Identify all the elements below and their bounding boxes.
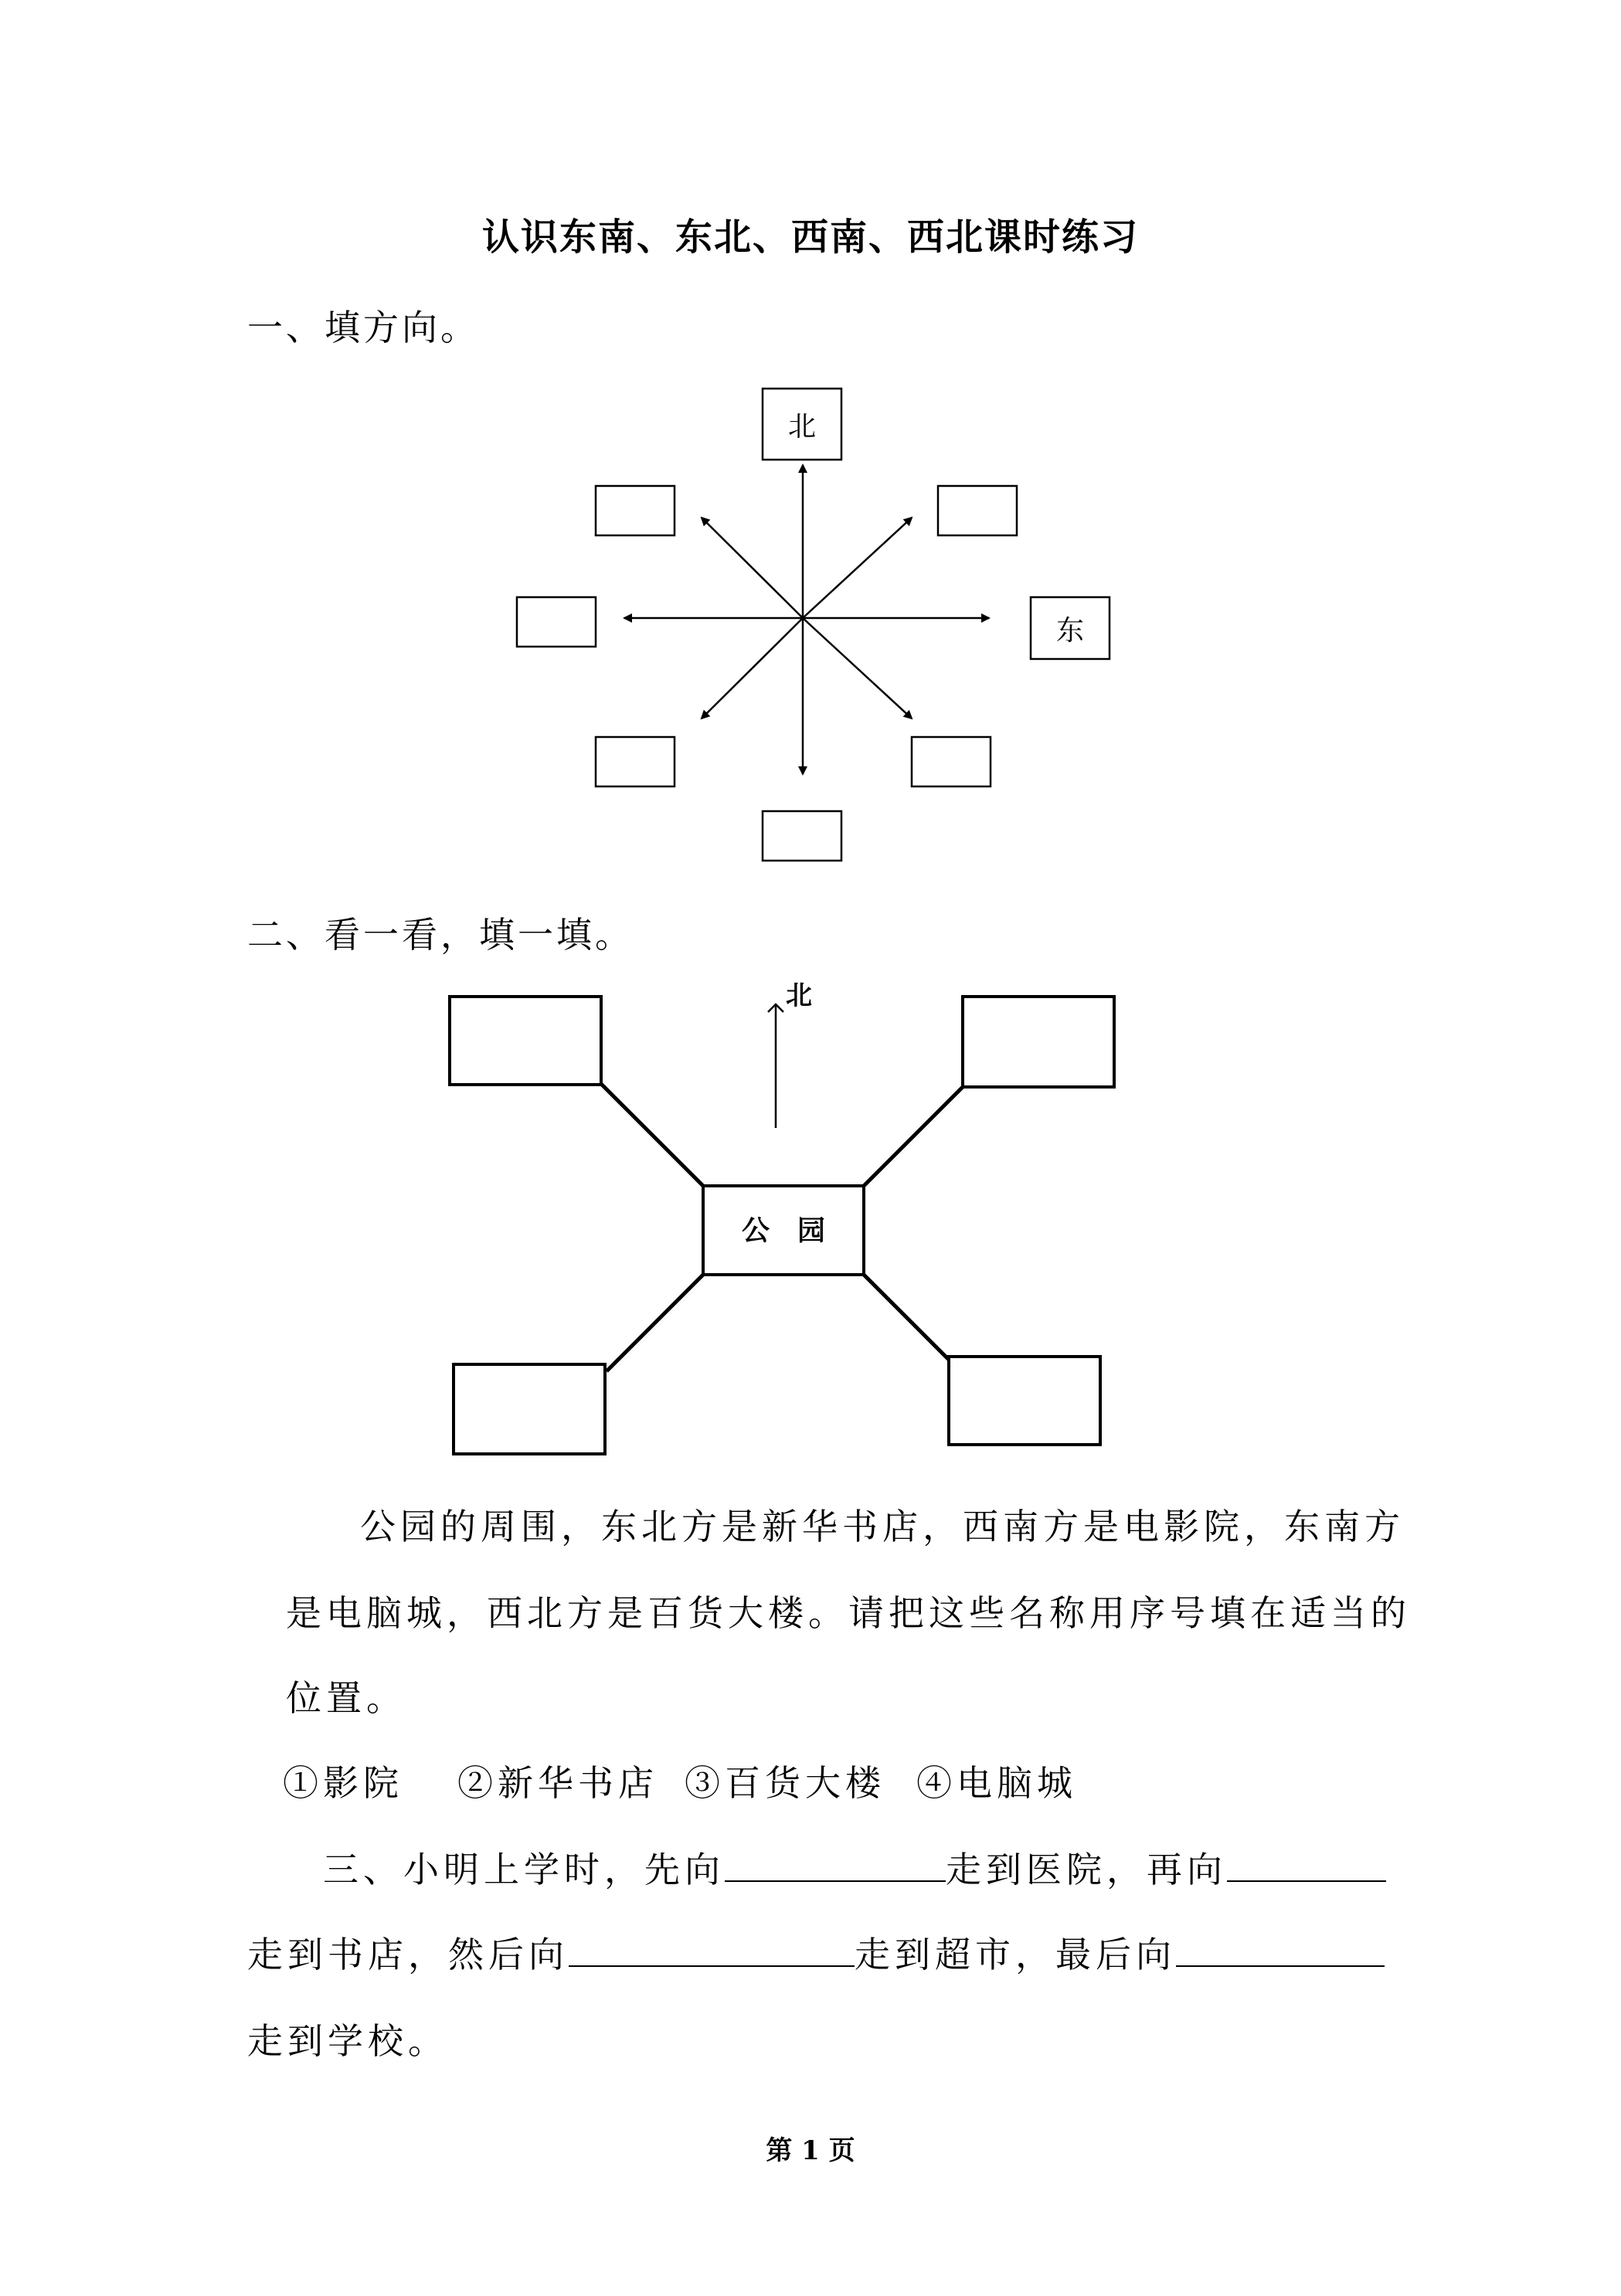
section2-heading: 二、看一看，填一填。 (247, 914, 634, 956)
compass-diagram (0, 0, 1621, 927)
section3-line-1 (323, 1842, 1386, 1893)
answer-blank-3[interactable] (569, 1930, 855, 1967)
park-label: 公 园 (741, 1215, 826, 1247)
answer-blank-4[interactable] (1176, 1930, 1385, 1967)
box-map-northeast (963, 997, 1114, 1087)
section3-text-1b: 走到医院，再向 (946, 1849, 1227, 1890)
section3-line-2 (247, 1927, 1385, 1978)
park-map (0, 927, 1621, 1483)
road-southeast (864, 1275, 949, 1360)
option-1: ①影院 (283, 1762, 403, 1804)
section3-text-2b: 走到超市，最后向 (855, 1934, 1176, 1975)
box-map-southeast (949, 1357, 1100, 1445)
option-3: ③百货大楼 (685, 1762, 885, 1804)
compass-east-label: 东 (1055, 615, 1085, 647)
compass-north-label: 北 (787, 411, 817, 443)
section1-heading: 一、填方向。 (247, 307, 479, 348)
paragraph-line-1: 公园的周围，东北方是新华书店，西南方是电影院，东南方 (360, 1506, 1405, 1547)
box-northeast (938, 486, 1017, 535)
arrow-northwest (702, 518, 803, 618)
box-map-southwest (454, 1364, 605, 1454)
section3-text-1a: 三、小明上学时，先向 (323, 1849, 725, 1890)
section3-text-2a: 走到书店，然后向 (247, 1934, 569, 1975)
box-south (763, 811, 841, 861)
box-southwest (596, 737, 675, 786)
road-northeast (864, 1087, 963, 1186)
paragraph-line-3: 位置。 (286, 1677, 406, 1719)
box-southeast (912, 737, 991, 786)
arrow-southeast (803, 618, 912, 718)
option-2: ②新华书店 (457, 1762, 658, 1804)
page-number: 第 1 页 (766, 2135, 855, 2166)
answer-blank-2[interactable] (1227, 1845, 1386, 1882)
arrow-southwest (702, 618, 803, 718)
road-southwest (607, 1275, 703, 1371)
box-northwest (596, 486, 675, 535)
option-4: ④电脑城 (916, 1762, 1077, 1804)
page-title: 认识东南、东北、西南、西北课时练习 (481, 216, 1139, 259)
section3-line-3: 走到学校。 (247, 2020, 448, 2062)
map-north-label: 北 (786, 980, 812, 1011)
answer-blank-1[interactable] (725, 1845, 946, 1882)
box-west (517, 597, 596, 647)
road-northwest (601, 1084, 703, 1186)
arrow-northeast (803, 518, 912, 618)
paragraph-line-2: 是电脑城，西北方是百货大楼。请把这些名称用序号填在适当的 (286, 1592, 1411, 1634)
box-map-northwest (450, 997, 601, 1085)
